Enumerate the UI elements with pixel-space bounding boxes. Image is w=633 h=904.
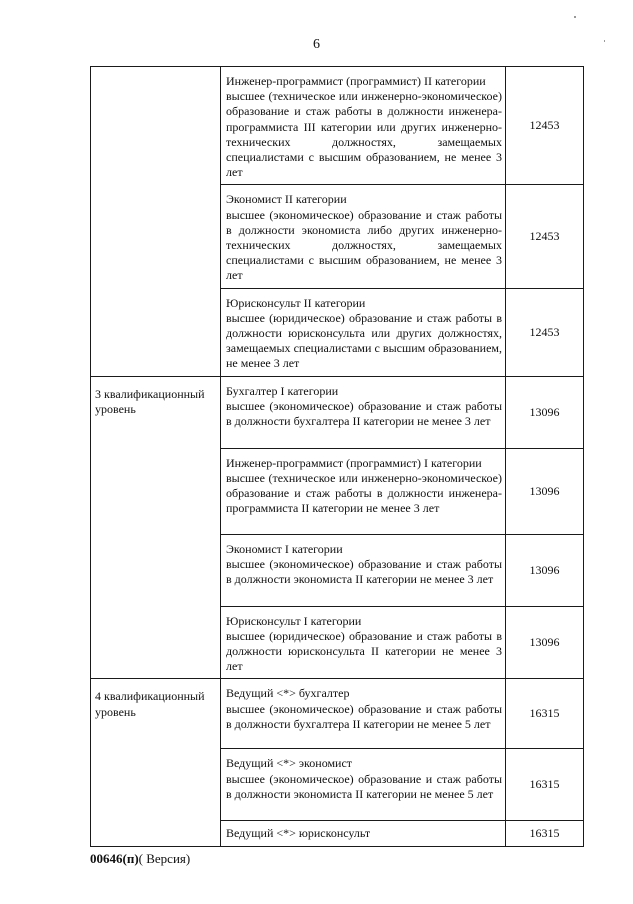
- document-version: ( Версия): [138, 851, 191, 866]
- scan-speck: [604, 40, 605, 42]
- position-cell: [221, 448, 506, 534]
- position-title: Ведущий <*> юрисконсульт: [226, 826, 371, 841]
- qualification-level-cell: 4 квалификационный уровень: [91, 679, 221, 847]
- position-requirements: высшее (юридическое) образование и стаж работы в должности юрисконсульта или других должностях, замещаемых специалистами с высшим образованием, не менее 3 лет: [226, 310, 502, 371]
- salary-cell: 13096: [506, 606, 584, 679]
- position-requirements: высшее (экономическое) образование и стаж работы в должности экономиста II категории не менее 5 лет: [226, 771, 502, 801]
- position-title: Инженер-программист (программист) II категории: [226, 74, 486, 88]
- position-title: Ведущий <*> экономист: [226, 756, 353, 771]
- table-row: [91, 376, 584, 448]
- table-row: [91, 67, 584, 185]
- salary-cell: 12453: [506, 67, 584, 185]
- qualification-table: [90, 66, 584, 847]
- position-cell: [221, 749, 506, 821]
- salary-cell: 12453: [506, 185, 584, 288]
- position-cell: [221, 606, 506, 679]
- position-requirements: высшее (техническое или инженерно-экономическое) образование и стаж работы в должности инженера-программиста II категории не менее 3 лет: [226, 470, 502, 516]
- salary-cell: 12453: [506, 288, 584, 376]
- position-cell: [221, 679, 506, 749]
- salary-cell: 16315: [506, 679, 584, 749]
- position-requirements: высшее (экономическое) образование и стаж работы в должности экономиста либо других инженерно-технических должностях, замещаемых специалистами с высшим образованием, не менее 3 лет: [226, 207, 502, 283]
- salary-cell: 13096: [506, 534, 584, 606]
- position-cell: [221, 821, 506, 847]
- qualification-level-cell: [91, 67, 221, 377]
- qualification-level-cell: 3 квалификационный уровень: [91, 376, 221, 679]
- position-requirements: высшее (техническое или инженерно-экономическое) образование и стаж работы в должности инженера-программиста III категории или других инженерно-технических должностях, замещаемых специалистами с высшим образованием, не менее 3 лет: [226, 89, 502, 180]
- position-requirements: высшее (экономическое) образование и стаж работы в должности экономиста II категории не менее 3 лет: [226, 556, 502, 587]
- position-cell: [221, 67, 506, 185]
- position-cell: [221, 534, 506, 606]
- position-title: Инженер-программист (программист) I категории: [226, 455, 482, 470]
- salary-cell: 13096: [506, 448, 584, 534]
- document-footer: [90, 851, 190, 867]
- position-title: Юрисконсульт II категории: [226, 295, 366, 310]
- position-requirements: высшее (экономическое) образование и стаж работы в должности бухгалтера II категории не менее 3 лет: [226, 398, 502, 429]
- position-requirements: высшее (юридическое) образование и стаж работы в должности юрисконсульта II категории не менее 3 лет: [226, 628, 502, 674]
- position-title: Экономист II категории: [226, 192, 347, 207]
- salary-cell: 16315: [506, 749, 584, 821]
- position-cell: [221, 288, 506, 376]
- position-title: Бухгалтер I категории: [226, 383, 339, 398]
- table-row: [91, 679, 584, 749]
- scan-speck: [574, 16, 576, 18]
- position-requirements: высшее (экономическое) образование и стаж работы в должности бухгалтера II категории не менее 5 лет: [226, 701, 502, 731]
- document-code: 00646(п): [90, 851, 139, 866]
- salary-cell: 13096: [506, 376, 584, 448]
- salary-cell: 16315: [506, 821, 584, 847]
- position-title: Юрисконсульт I категории: [226, 613, 362, 628]
- position-cell: [221, 185, 506, 288]
- position-title: Экономист I категории: [226, 541, 343, 556]
- page-number: 6: [313, 37, 320, 52]
- position-cell: [221, 376, 506, 448]
- position-title: Ведущий <*> бухгалтер: [226, 686, 350, 701]
